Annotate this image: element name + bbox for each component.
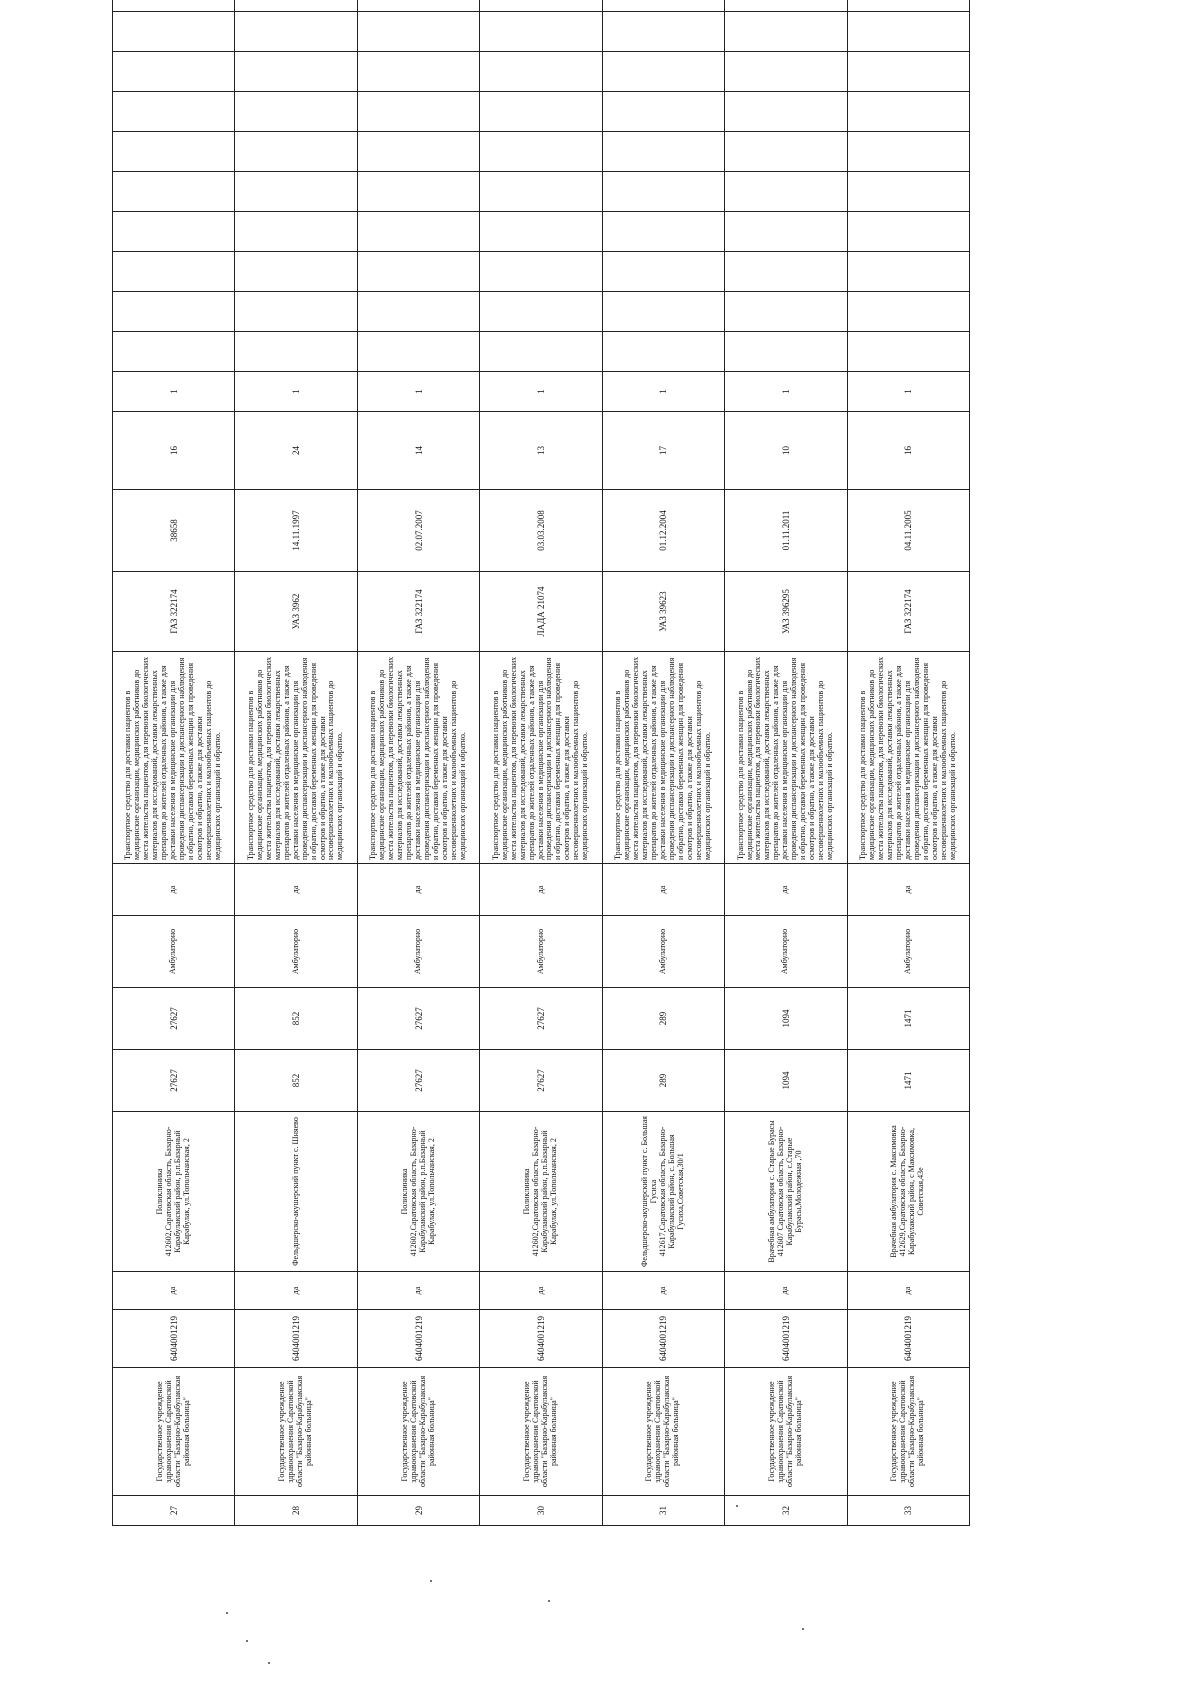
value-cell-1: 1094 <box>725 1050 847 1112</box>
vehicle-model: ЛАДА 21074 <box>480 572 602 652</box>
empty-cell <box>113 172 235 212</box>
empty-cell <box>602 252 724 292</box>
empty-cell <box>113 212 235 252</box>
value-cell-1: 27627 <box>480 1050 602 1112</box>
table-row <box>847 0 969 1526</box>
flag-cell: да <box>602 1272 724 1310</box>
vehicle-purpose: Транспортное средство для доставки пациентов в медицинские организации, медицинских работников до места жительства пациентов, для перевозки биологических материалов для исследований, доставки лекарственных препаратов до жителей отдаленных районов, а также для доставки населения в медицинские организации для проведения диспансеризации и диспансерного наблюдения и обратно, доставки беременных женщин для проведения осмотров и обратно, а также для доставки несовершеннолетних и малообъемных пациентов до медицинских организаций и обратно. <box>480 652 602 864</box>
care-type: Амбулаторно <box>480 916 602 988</box>
value-cell-1: 27627 <box>357 1050 479 1112</box>
vehicle-purpose: Транспортное средство для доставки пациентов в медицинские организации, медицинских работников до места жительства пациентов, для перевозки биологических материалов для исследований, доставки лекарственных препаратов до жителей отдаленных районов, а также для доставки населения в медицинские организации для проведения диспансеризации и диспансерного наблюдения и обратно, доставки беременных женщин для проведения осмотров и обратно, а также для доставки несовершеннолетних и малообъемных пациентов до медицинских организаций и обратно. <box>357 652 479 864</box>
flag-cell: да <box>847 1272 969 1310</box>
organization-name: Государственное учреждение здравоохранения Саратовской области "Базарно-Карабулакская районная больница" <box>602 1368 724 1496</box>
empty-cell <box>847 52 969 92</box>
empty-cell <box>235 0 357 12</box>
empty-cell <box>847 0 969 12</box>
empty-cell <box>725 292 847 332</box>
inn-code: 6404001219 <box>113 1310 235 1368</box>
flag-cell: да <box>235 1272 357 1310</box>
site-address: Фельдшерско-акушерский пункт с. Шняево <box>235 1112 357 1272</box>
empty-cell <box>847 92 969 132</box>
empty-cell <box>725 12 847 52</box>
value-cell-2: 852 <box>235 988 357 1050</box>
rotated-table-sheet <box>112 66 970 1526</box>
site-address: Фельдшерско-акушерский пункт с. Большая Гусиха 412617,Саратовская область, Базарно-Карабулакский район, с. Большая Гусиха,Советская,30/1 <box>602 1112 724 1272</box>
empty-cell <box>235 52 357 92</box>
empty-cell <box>113 92 235 132</box>
empty-cell <box>725 172 847 212</box>
vehicle-count: 1 <box>847 372 969 412</box>
empty-cell <box>113 12 235 52</box>
vehicle-date: 14.11.1997 <box>235 490 357 572</box>
vehicle-model: ГАЗ 322174 <box>847 572 969 652</box>
vehicle-purpose: Транспортное средство для доставки пациентов в медицинские организации, медицинских работников до места жительства пациентов, для перевозки биологических материалов для исследований, доставки лекарственных препаратов до жителей отдаленных районов, а также для доставки населения в медицинские организации для проведения диспансеризации и диспансерного наблюдения и обратно, доставки беременных женщин для проведения осмотров и обратно, а также для доставки несовершеннолетних и малообъемных пациентов до медицинских организаций и обратно. <box>235 652 357 864</box>
inn-code: 6404001219 <box>357 1310 479 1368</box>
row-number: 27 <box>113 1496 235 1526</box>
empty-cell <box>847 212 969 252</box>
empty-cell <box>847 332 969 372</box>
site-address: Поликлиника 412602,Саратовская область, Базарно-Карабулакский район, р.п.Базарный Карабулак, ул.Топольчанская, 2 <box>480 1112 602 1272</box>
vehicle-purpose: Транспортное средство для доставки пациентов в медицинские организации, медицинских работников до места жительства пациентов, для перевозки биологических материалов для исследований, доставки лекарственных препаратов до жителей отдаленных районов, а также для доставки населения в медицинские организации для проведения диспансеризации и диспансерного наблюдения и обратно, доставки беременных женщин для проведения осмотров и обратно, а также для доставки несовершеннолетних и малообъемных пациентов до медицинских организаций и обратно. <box>113 652 235 864</box>
care-type: Амбулаторно <box>602 916 724 988</box>
table-row <box>480 0 602 1526</box>
value-cell-2: 27627 <box>357 988 479 1050</box>
empty-cell <box>235 332 357 372</box>
organization-name: Государственное учреждение здравоохранения Саратовской области "Базарно-Карабулакская районная больница" <box>235 1368 357 1496</box>
vehicle-count: 1 <box>602 372 724 412</box>
table-row <box>113 0 235 1526</box>
organization-name: Государственное учреждение здравоохранения Саратовской области "Базарно-Карабулакская районная больница" <box>847 1368 969 1496</box>
value-cell-1: 289 <box>602 1050 724 1112</box>
care-type: Амбулаторно <box>357 916 479 988</box>
vehicle-age: 17 <box>602 412 724 490</box>
empty-cell <box>480 12 602 52</box>
empty-cell <box>357 252 479 292</box>
empty-cell <box>480 92 602 132</box>
table-row <box>725 0 847 1526</box>
vehicle-count: 1 <box>113 372 235 412</box>
empty-cell <box>847 132 969 172</box>
vehicle-age: 16 <box>113 412 235 490</box>
vehicle-purpose: Транспортное средство для доставки пациентов в медицинские организации, медицинских работников до места жительства пациентов, для перевозки биологических материалов для исследований, доставки лекарственных препаратов до жителей отдаленных районов, а также для доставки населения в медицинские организации для проведения диспансеризации и диспансерного наблюдения и обратно, доставки беременных женщин для проведения осмотров и обратно, а также для доставки несовершеннолетних и малообъемных пациентов до медицинских организаций и обратно. <box>725 652 847 864</box>
empty-cell <box>480 292 602 332</box>
empty-cell <box>847 12 969 52</box>
table-body <box>113 0 970 1526</box>
value-cell-1: 1471 <box>847 1050 969 1112</box>
inn-code: 6404001219 <box>602 1310 724 1368</box>
inn-code: 6404001219 <box>235 1310 357 1368</box>
empty-cell <box>357 212 479 252</box>
empty-cell <box>235 12 357 52</box>
care-type: Амбулаторно <box>847 916 969 988</box>
site-address: Поликлиника 412602,Саратовская область, Базарно-Карабулакский район, р.п.Базарный Карабулак, ул.Топольчанская, 2 <box>357 1112 479 1272</box>
row-number: 32 <box>725 1496 847 1526</box>
value-cell-2: 27627 <box>480 988 602 1050</box>
table-row <box>235 0 357 1526</box>
value-cell-2: 1094 <box>725 988 847 1050</box>
empty-cell <box>602 172 724 212</box>
empty-cell <box>235 92 357 132</box>
empty-cell <box>602 12 724 52</box>
empty-cell <box>480 0 602 12</box>
vehicle-date: 03.03.2008 <box>480 490 602 572</box>
vehicle-model: ГАЗ 322174 <box>357 572 479 652</box>
care-type: Амбулаторно <box>235 916 357 988</box>
vehicle-age: 13 <box>480 412 602 490</box>
table-row <box>357 0 479 1526</box>
empty-cell <box>113 0 235 12</box>
empty-cell <box>725 252 847 292</box>
row-number: 33 <box>847 1496 969 1526</box>
empty-cell <box>602 212 724 252</box>
empty-cell <box>847 292 969 332</box>
flag-cell: да <box>357 1272 479 1310</box>
vehicle-count: 1 <box>480 372 602 412</box>
empty-cell <box>602 92 724 132</box>
vehicle-date: 01.12.2004 <box>602 490 724 572</box>
value-cell-1: 852 <box>235 1050 357 1112</box>
organization-name: Государственное учреждение здравоохранения Саратовской области "Базарно-Карабулакская районная больница" <box>357 1368 479 1496</box>
flag-cell: да <box>113 1272 235 1310</box>
empty-cell <box>847 252 969 292</box>
row-number: 28 <box>235 1496 357 1526</box>
inn-code: 6404001219 <box>480 1310 602 1368</box>
vehicle-date: 01.11.2011 <box>725 490 847 572</box>
flag-cell-2: да <box>602 864 724 916</box>
empty-cell <box>480 212 602 252</box>
empty-cell <box>725 92 847 132</box>
empty-cell <box>357 0 479 12</box>
empty-cell <box>602 132 724 172</box>
empty-cell <box>725 132 847 172</box>
vehicle-purpose: Транспортное средство для доставки пациентов в медицинские организации, медицинских работников до места жительства пациентов, для перевозки биологических материалов для исследований, доставки лекарственных препаратов до жителей отдаленных районов, а также для доставки населения в медицинские организации для проведения диспансеризации и диспансерного наблюдения и обратно, доставки беременных женщин для проведения осмотров и обратно, а также для доставки несовершеннолетних и малообъемных пациентов до медицинских организаций и обратно. <box>847 652 969 864</box>
vehicle-table <box>112 0 970 1526</box>
inn-code: 6404001219 <box>725 1310 847 1368</box>
vehicle-model: УАЗ 3962 <box>235 572 357 652</box>
vehicle-count: 1 <box>725 372 847 412</box>
flag-cell-2: да <box>113 864 235 916</box>
value-cell-1: 27627 <box>113 1050 235 1112</box>
empty-cell <box>602 292 724 332</box>
flag-cell-2: да <box>480 864 602 916</box>
flag-cell-2: да <box>725 864 847 916</box>
empty-cell <box>847 172 969 212</box>
vehicle-date: 04.11.2005 <box>847 490 969 572</box>
empty-cell <box>113 292 235 332</box>
care-type: Амбулаторно <box>725 916 847 988</box>
vehicle-age: 16 <box>847 412 969 490</box>
value-cell-2: 289 <box>602 988 724 1050</box>
empty-cell <box>480 132 602 172</box>
empty-cell <box>357 12 479 52</box>
vehicle-age: 14 <box>357 412 479 490</box>
vehicle-date: 02.07.2007 <box>357 490 479 572</box>
flag-cell: да <box>725 1272 847 1310</box>
empty-cell <box>235 212 357 252</box>
empty-cell <box>357 292 479 332</box>
vehicle-age: 10 <box>725 412 847 490</box>
vehicle-count: 1 <box>235 372 357 412</box>
value-cell-2: 27627 <box>113 988 235 1050</box>
empty-cell <box>113 132 235 172</box>
flag-cell-2: да <box>847 864 969 916</box>
row-number: 29 <box>357 1496 479 1526</box>
empty-cell <box>235 252 357 292</box>
flag-cell-2: да <box>235 864 357 916</box>
row-number: 31 <box>602 1496 724 1526</box>
empty-cell <box>357 92 479 132</box>
vehicle-purpose: Транспортное средство для доставки пациентов в медицинские организации, медицинских работников до места жительства пациентов, для перевозки биологических материалов для исследований, доставки лекарственных препаратов до жителей отдаленных районов, а также для доставки населения в медицинские организации для проведения диспансеризации и диспансерного наблюдения и обратно, доставки беременных женщин для проведения осмотров и обратно, а также для доставки несовершеннолетних и малообъемных пациентов до медицинских организаций и обратно. <box>602 652 724 864</box>
empty-cell <box>725 212 847 252</box>
empty-cell <box>480 52 602 92</box>
empty-cell <box>357 332 479 372</box>
empty-cell <box>235 172 357 212</box>
site-address: Врачебная амбулатория с. Максимовка 412629,Саратовская область, Базарно-Карабулакский район, с Максимовка, Советская,43е <box>847 1112 969 1272</box>
empty-cell <box>113 252 235 292</box>
inn-code: 6404001219 <box>847 1310 969 1368</box>
care-type: Амбулаторно <box>113 916 235 988</box>
organization-name: Государственное учреждение здравоохранения Саратовской области "Базарно-Карабулакская районная больница" <box>480 1368 602 1496</box>
organization-name: Государственное учреждение здравоохранения Саратовской области "Базарно-Карабулакская районная больница" <box>113 1368 235 1496</box>
empty-cell <box>480 252 602 292</box>
empty-cell <box>725 0 847 12</box>
empty-cell <box>235 132 357 172</box>
row-number: 30 <box>480 1496 602 1526</box>
table-row <box>602 0 724 1526</box>
empty-cell <box>602 52 724 92</box>
empty-cell <box>357 52 479 92</box>
empty-cell <box>113 52 235 92</box>
vehicle-model: ГАЗ 322174 <box>113 572 235 652</box>
vehicle-model: УАЗ 396295 <box>725 572 847 652</box>
flag-cell: да <box>480 1272 602 1310</box>
empty-cell <box>480 172 602 212</box>
vehicle-count: 1 <box>357 372 479 412</box>
vehicle-date: 38658 <box>113 490 235 572</box>
empty-cell <box>602 332 724 372</box>
empty-cell <box>357 172 479 212</box>
empty-cell <box>602 0 724 12</box>
vehicle-age: 24 <box>235 412 357 490</box>
value-cell-2: 1471 <box>847 988 969 1050</box>
empty-cell <box>725 332 847 372</box>
empty-cell <box>235 292 357 332</box>
organization-name: Государственное учреждение здравоохранения Саратовской области "Базарно-Карабулакская районная больница" <box>725 1368 847 1496</box>
flag-cell-2: да <box>357 864 479 916</box>
empty-cell <box>113 332 235 372</box>
site-address: Врачебная амбулатория с. Старые Бурасы 412607 Саратовская область, Базарно-Карабулакский район, с.Старые Бурасы,Молодежная ,70 <box>725 1112 847 1272</box>
empty-cell <box>725 52 847 92</box>
site-address: Поликлиника 412602,Саратовская область, Базарно-Карабулакский район, р.п.Базарный Карабулак, ул.Топольчанская, 2 <box>113 1112 235 1272</box>
empty-cell <box>480 332 602 372</box>
empty-cell <box>357 132 479 172</box>
vehicle-model: УАЗ 39623 <box>602 572 724 652</box>
